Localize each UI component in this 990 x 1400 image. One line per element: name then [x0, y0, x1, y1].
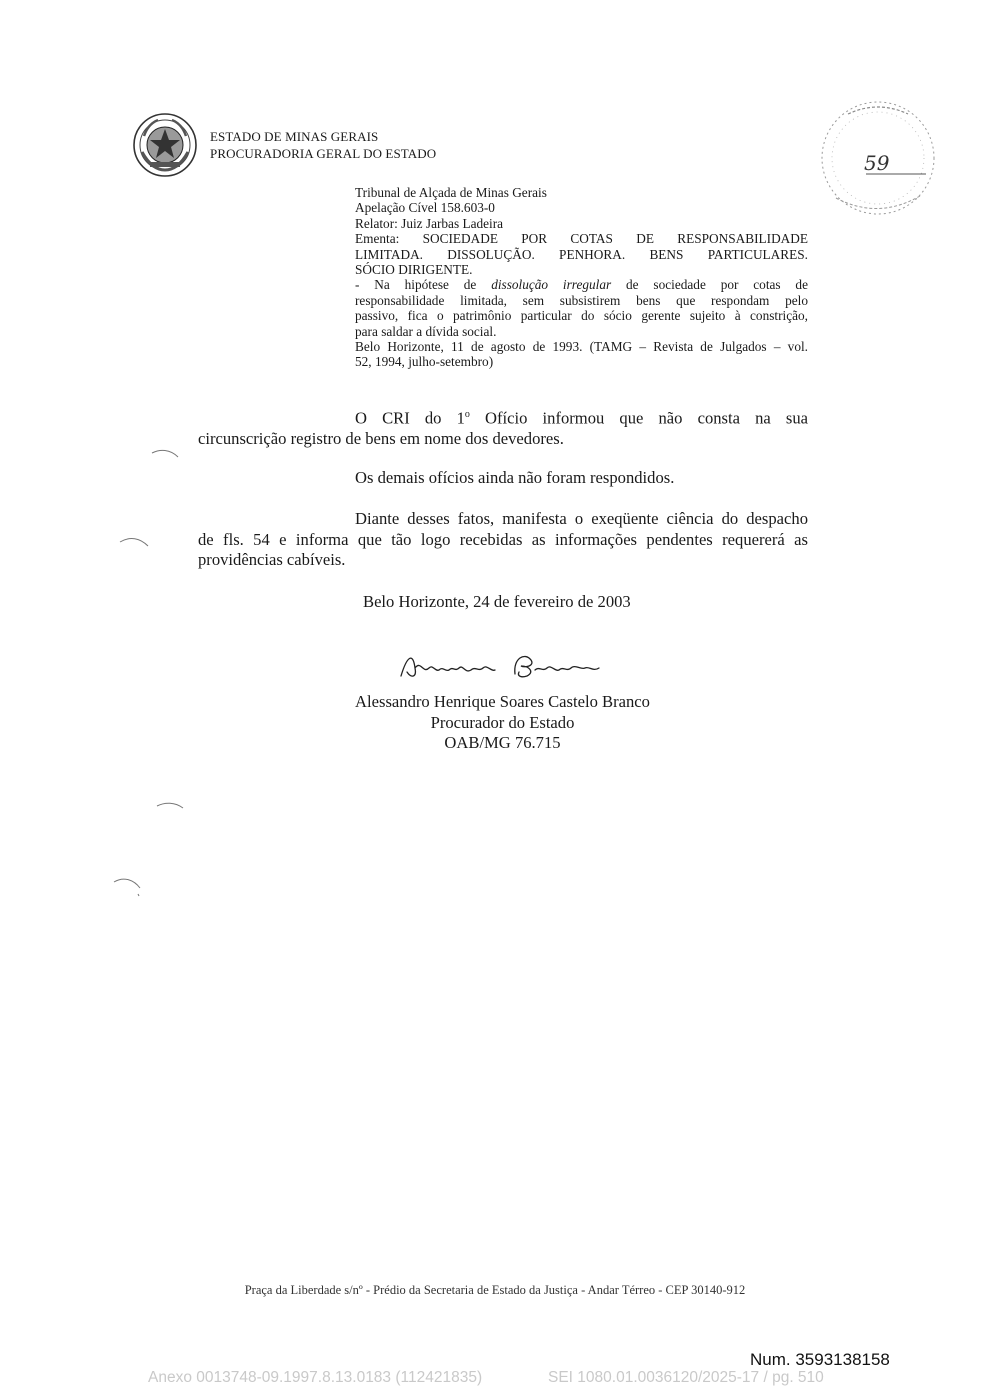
page-number-handwritten: 59: [864, 151, 890, 175]
citation-quote-line-1: [355, 277, 808, 292]
citation-rapporteur: Relator: Juiz Jarbas Ladeira: [355, 215, 504, 231]
citation-ementa-line-2: LIMITADA. DISSOLUÇÃO. PENHORA. BENS PARTICULARES.: [355, 246, 808, 262]
paragraph-cri-office: [198, 405, 808, 450]
footer-address: Praça da Liberdade s/nº - Prédio da Secretaria de Estado da Justiça - Andar Térreo - CEP 30140-912: [244, 1283, 746, 1297]
page-number-stamp: [808, 92, 940, 224]
citation-ementa-line-3: SÓCIO DIRIGENTE.: [355, 262, 473, 278]
scan-margin-mark: [150, 445, 180, 465]
signer-oab: OAB/MG 76.715: [444, 733, 561, 752]
signer-title: Procurador do Estado: [430, 712, 575, 732]
state-coat-of-arms-seal: [132, 112, 198, 178]
paragraph-cri-line-1: [198, 405, 808, 429]
paragraph-conclusion: [198, 509, 808, 571]
citation-quote: [355, 277, 808, 339]
letterhead-office: PROCURADORIA GERAL DO ESTADO: [210, 146, 437, 161]
paragraph-cri-line-2: circunscrição registro de bens em nome dos devedores.: [198, 429, 564, 449]
signer-name: Alessandro Henrique Soares Castelo Branco: [355, 692, 650, 711]
citation-quote-tail: de sociedade por cotas de: [611, 277, 808, 293]
paragraph-conclusion-line-3: providências cabíveis.: [198, 550, 346, 569]
annex-reference: Anexo 0013748-09.1997.8.13.0183 (112421835): [148, 1369, 483, 1386]
document-date: Belo Horizonte, 24 de fevereiro de 2003: [363, 592, 631, 611]
citation-source-line-2: 52, 1994, julho-setembro): [355, 354, 494, 370]
document-number-stamp: Num. 3593138158: [750, 1350, 890, 1369]
letterhead-state: ESTADO DE MINAS GERAIS: [210, 129, 379, 144]
sei-reference: SEI 1080.01.0036120/2025-17 / pg. 510: [548, 1369, 824, 1386]
case-law-citation: [355, 185, 808, 370]
paragraph-cri-text-a: O CRI do 1: [355, 408, 465, 428]
citation-ementa-line-1: Ementa: SOCIEDADE POR COTAS DE RESPONSABILIDADE: [355, 231, 808, 247]
paragraph-other-offices: Os demais ofícios ainda não foram respondidos.: [355, 468, 675, 487]
citation-quote-emphasis: dissolução irregular: [491, 277, 612, 293]
paragraph-conclusion-line-1: Diante desses fatos, manifesta o exeqüente ciência do despacho: [355, 509, 808, 528]
citation-quote-lead: - Na hipótese de: [355, 277, 492, 293]
scan-margin-mark: [112, 876, 146, 902]
citation-case: Apelação Cível 158.603-0: [355, 200, 495, 216]
citation-quote-line-3: passivo, fica o patrimônio particular do sócio gerente sujeito à constrição,: [355, 308, 808, 324]
ordinal-superscript: o: [464, 409, 470, 420]
citation-source-line-1: Belo Horizonte, 11 de agosto de 1993. (TAMG – Revista de Julgados – vol.: [355, 339, 808, 355]
citation-quote-line-2: responsabilidade limitada, sem subsistirem bens que respondam pelo: [355, 292, 808, 308]
scan-margin-mark: [118, 532, 152, 552]
signature-block: [330, 692, 675, 754]
scan-margin-mark: [155, 800, 185, 814]
citation-quote-line-4: para saldar a dívida social.: [355, 323, 497, 339]
letterhead: [210, 128, 436, 162]
paragraph-conclusion-line-2: de fls. 54 e informa que tão logo recebidas as informações pendentes requererá as: [198, 529, 808, 549]
paragraph-cri-text-b: Ofício informou que não consta na sua: [469, 408, 808, 428]
handwritten-signature: [395, 646, 615, 686]
citation-court: Tribunal de Alçada de Minas Gerais: [355, 185, 547, 200]
